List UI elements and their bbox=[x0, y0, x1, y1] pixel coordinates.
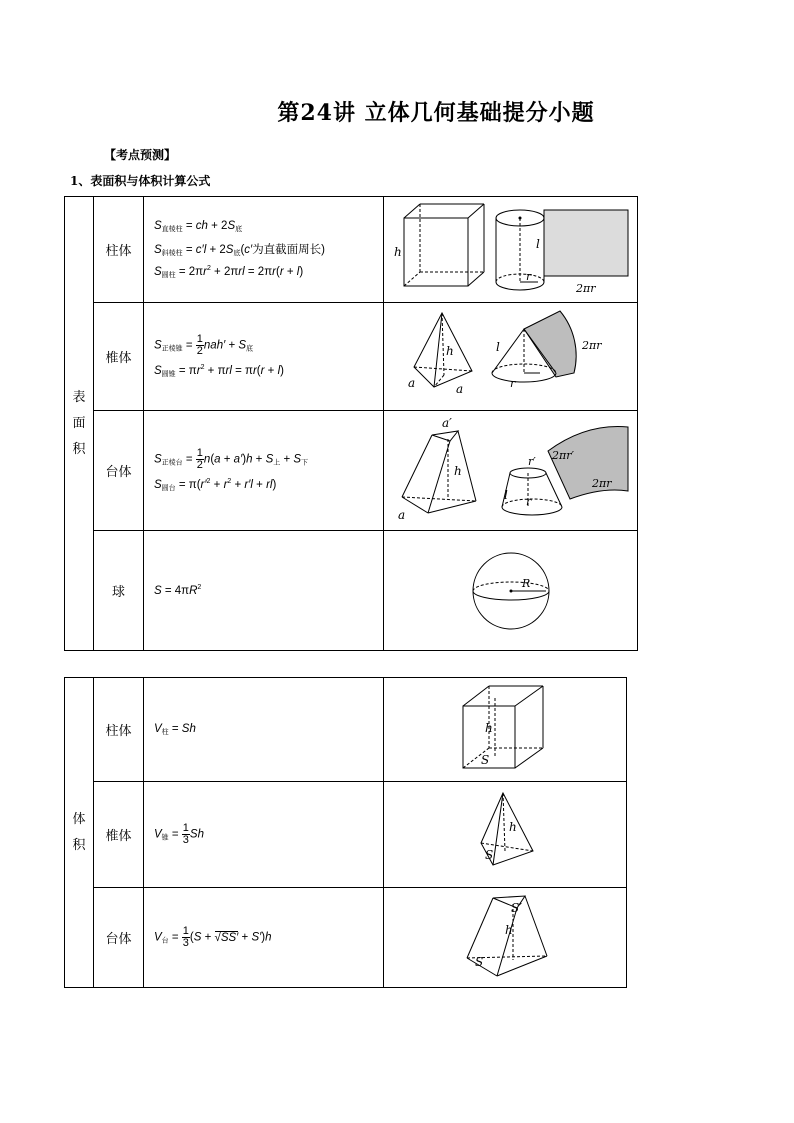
solid-prism: 柱体 bbox=[94, 678, 144, 782]
label-2pir-prime: 2πr′ bbox=[551, 448, 574, 462]
label-S-prime: S′ bbox=[511, 900, 522, 915]
frustum-drawing bbox=[386, 415, 636, 527]
label-S: S bbox=[481, 752, 490, 767]
category-char: 积 bbox=[72, 441, 86, 457]
formula-pyramid: $S_{正棱锥}$ = 1 $2nah' + S_底$ bbox=[154, 333, 254, 358]
formula-cell bbox=[144, 411, 384, 531]
label-S: S bbox=[475, 954, 484, 969]
v-frustum-drawing bbox=[385, 890, 625, 986]
formula-cell bbox=[144, 531, 384, 651]
formula-sphere: $S = 4\pi R^2$ bbox=[154, 584, 202, 597]
prism-cylinder-drawing bbox=[386, 200, 636, 300]
label-a: a bbox=[455, 381, 463, 396]
label-l: l bbox=[495, 339, 500, 354]
v-pyramid-drawing bbox=[385, 785, 625, 885]
label-r-prime: r′ bbox=[527, 454, 536, 468]
label-r: r bbox=[525, 269, 531, 283]
figure-sphere bbox=[384, 531, 638, 651]
solid-sphere: 球 bbox=[94, 531, 144, 651]
category-char: 体 bbox=[72, 811, 86, 827]
label-a: a bbox=[407, 375, 415, 390]
section-heading: 1、表面积与体积计算公式 bbox=[70, 174, 211, 188]
formula-v-prism: $V_柱 = Sh$ bbox=[154, 722, 196, 736]
pyramid-cone-drawing bbox=[386, 307, 636, 407]
sphere-drawing bbox=[386, 536, 636, 646]
label-h: h bbox=[445, 343, 454, 358]
surface-area-table bbox=[64, 196, 638, 651]
label-l: l bbox=[503, 487, 508, 502]
label-2pir: 2πr bbox=[581, 338, 601, 352]
label-a-prime: a′ bbox=[441, 415, 452, 430]
formula-cell bbox=[144, 782, 384, 888]
figure-prism-cylinder bbox=[384, 197, 638, 303]
category-char: 面 bbox=[72, 415, 86, 431]
label-r: r bbox=[525, 494, 531, 508]
formula-v-pyramid: $V_锥$ = 1 3Sh bbox=[154, 822, 204, 846]
volume-category bbox=[65, 678, 94, 988]
volume-table bbox=[64, 677, 627, 988]
label-2pir: 2πr bbox=[591, 476, 611, 490]
label-h: h bbox=[393, 244, 402, 259]
solid-frustum: 台体 bbox=[94, 411, 144, 531]
label-S: S bbox=[485, 847, 494, 862]
label-h: h bbox=[505, 922, 513, 937]
label-h: h bbox=[485, 720, 493, 735]
label-R: R bbox=[521, 576, 530, 590]
solid-pyramid: 椎体 bbox=[94, 303, 144, 411]
formula-v-frustum: $V_台$ = 1 3(S + √SS′ + S′)h bbox=[154, 925, 272, 949]
figure-v-frustum bbox=[384, 888, 627, 988]
formula-cell bbox=[144, 197, 384, 303]
section-kaodian: 【考点预测】 bbox=[104, 148, 177, 162]
formula-cell bbox=[144, 888, 384, 988]
category-char: 表 bbox=[72, 389, 86, 405]
figure-pyramid-cone bbox=[384, 303, 638, 411]
formula-prism-oblique: $S_{斜棱柱} = c'l + 2S_底(c'$为直截面周长) bbox=[154, 243, 326, 257]
formula-cell bbox=[144, 303, 384, 411]
formula-cylinder: $S_{圆柱} = 2\pi r^2 + 2\pi rl = 2\pi r(r + l)$ bbox=[154, 264, 304, 279]
solid-prism: 柱体 bbox=[94, 197, 144, 303]
page-title: 第24讲 立体几何基础提分小题 bbox=[277, 100, 595, 126]
figure-v-prism bbox=[384, 678, 627, 782]
label-h: h bbox=[509, 819, 517, 834]
v-prism-drawing bbox=[385, 680, 625, 780]
formula-frustum-pyramid: $S_{正棱台}$ = 1 $2n(a + a')h + S_上 + S_下$ bbox=[154, 447, 309, 472]
label-a: a bbox=[397, 507, 405, 522]
solid-frustum: 台体 bbox=[94, 888, 144, 988]
label-2pir: 2πr bbox=[575, 281, 595, 295]
formula-prism-right: $S_{直棱柱}$ = ch + $2S_底$ bbox=[154, 219, 243, 233]
formula-cone: $S_{圆锥} = \pi r^2 + \pi rl = \pi r(r + l)$ bbox=[154, 364, 284, 378]
solid-pyramid: 椎体 bbox=[94, 782, 144, 888]
surface-category bbox=[65, 197, 94, 651]
figure-v-pyramid bbox=[384, 782, 627, 888]
label-h: h bbox=[453, 463, 462, 478]
category-char: 积 bbox=[72, 837, 86, 853]
figure-frustum bbox=[384, 411, 638, 531]
label-l: l bbox=[535, 236, 540, 251]
formula-frustum-cone: $S_{圆台} = \pi(r'^2 + r^2 + r'l + rl)$ bbox=[154, 478, 277, 492]
label-r: r bbox=[509, 376, 515, 390]
formula-cell bbox=[144, 678, 384, 782]
